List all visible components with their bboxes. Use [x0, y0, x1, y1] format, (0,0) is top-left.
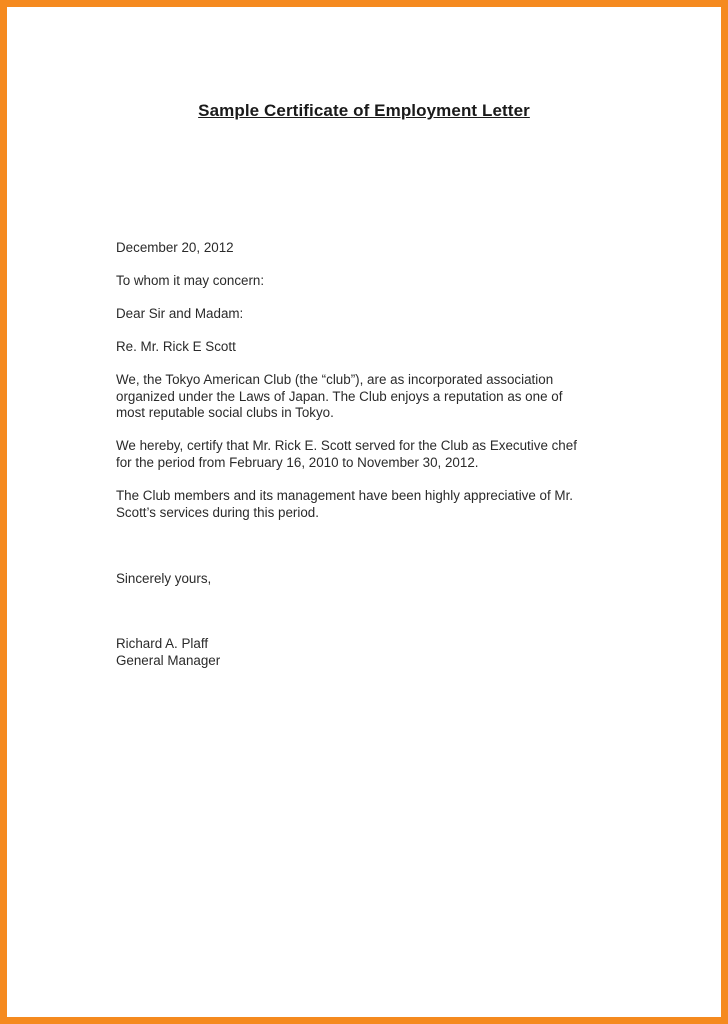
paragraph-certification: We hereby, certify that Mr. Rick E. Scott served for the Club as Executive chef for the period from February 16, 2010 to November 30, 2012.: [116, 438, 577, 470]
signer-name: Richard A. Plaff: [116, 636, 209, 651]
closing: Sincerely yours,: [116, 571, 212, 586]
signer-title: General Manager: [116, 653, 221, 668]
paragraph-club-description: We, the Tokyo American Club (the “club”), are as incorporated association organized under the Laws of Japan. The Club enjoys a reputation as one of most reputable social clubs in Tokyo.: [116, 372, 563, 421]
paragraph-appreciation: The Club members and its management have been highly appreciative of Mr. Scott’s services during this period.: [116, 488, 574, 520]
letter-date: December 20, 2012: [116, 240, 234, 255]
reference-line: Re. Mr. Rick E Scott: [116, 339, 236, 354]
document-title: Sample Certificate of Employment Letter: [198, 101, 530, 120]
salutation: Dear Sir and Madam:: [116, 306, 244, 321]
general-salutation: To whom it may concern:: [116, 273, 265, 288]
